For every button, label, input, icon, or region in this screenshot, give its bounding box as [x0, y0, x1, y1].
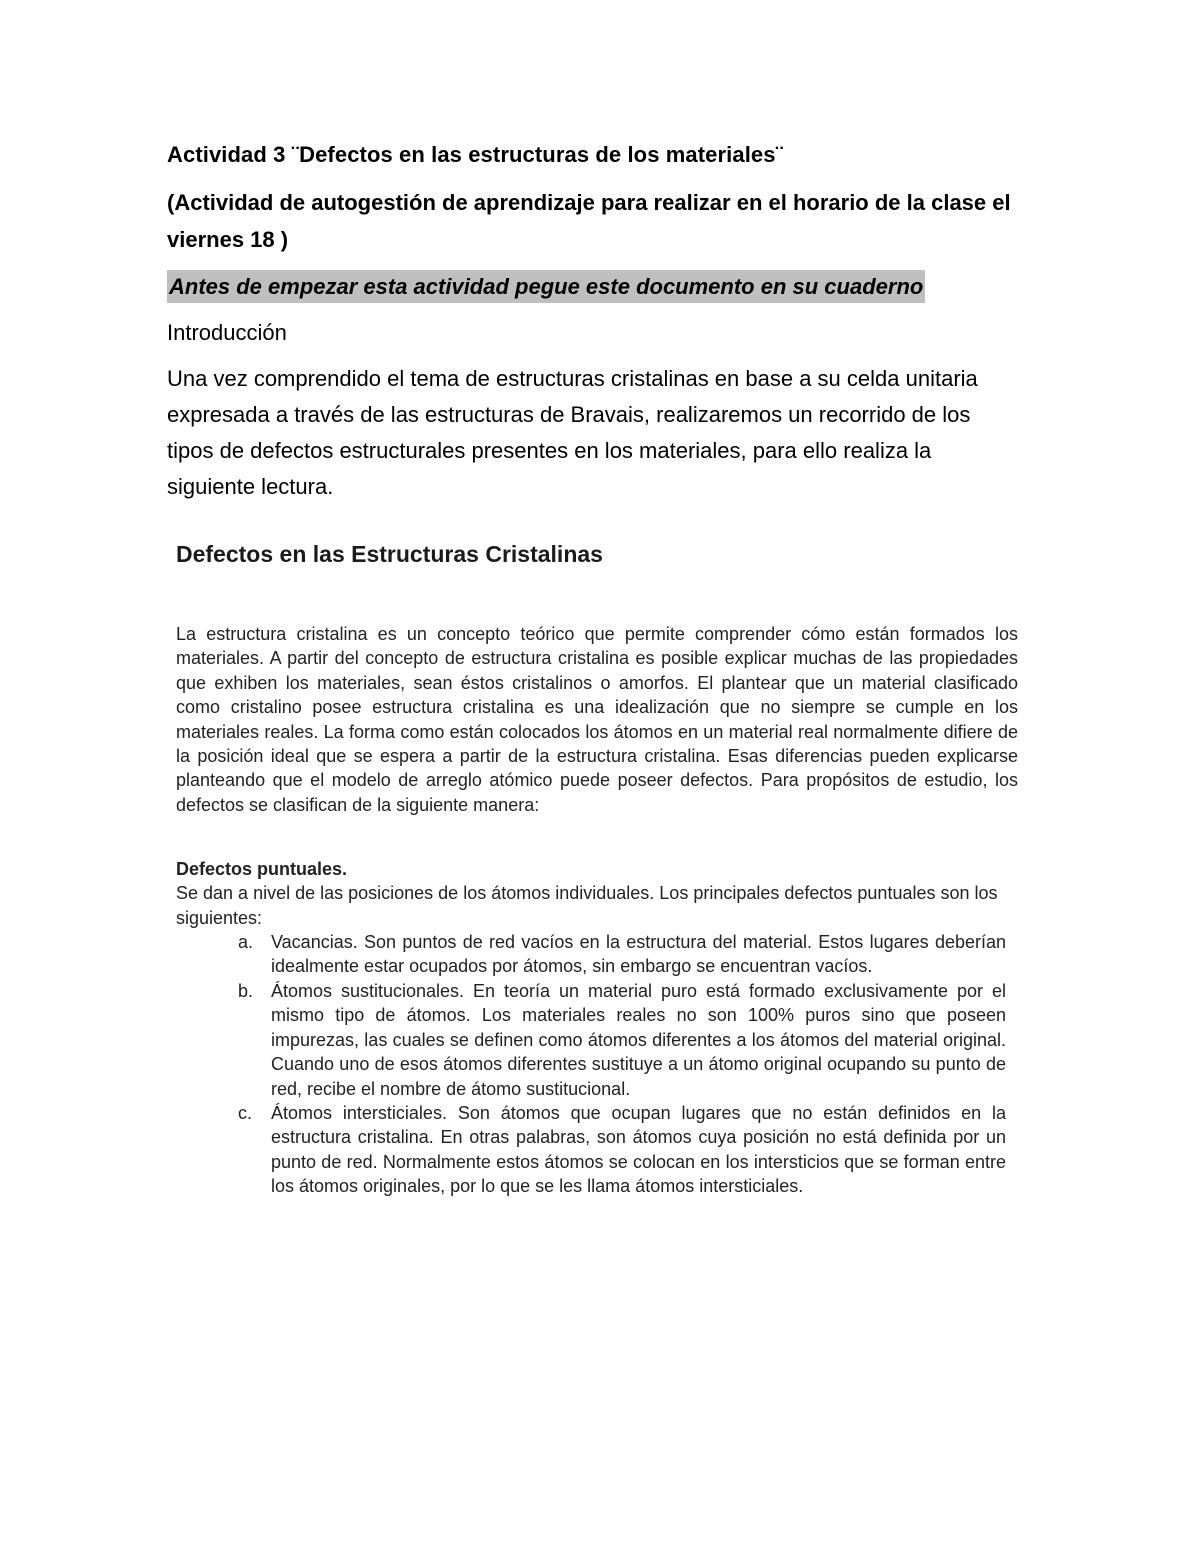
- list-item: [176, 1101, 1006, 1199]
- list-item-text: Átomos sustitucionales. En teoría un material puro está formado exclusivamente por el mismo tipo de átomos. Los materiales reales no son 100% puros sino que poseen impurezas, las cuales se definen como átomos diferentes a los átomos del material original. Cuando uno de esos átomos diferentes sustituye a un átomo original ocupando su punto de red, recibe el nombre de átomo sustitucional.: [271, 980, 1006, 1099]
- list-item-letter: c.: [238, 1102, 253, 1123]
- intro-paragraph: Una vez comprendido el tema de estructuras cristalinas en base a su celda unitaria expresada a través de las estructuras de Bravais, realizaremos un recorrido de los tipos de defectos estructurales presentes en los materiales, para ello realiza la siguiente lectura.: [167, 366, 978, 499]
- list-item-text: Vacancias. Son puntos de red vacíos en la estructura del material. Estos lugares deberían idealmente estar ocupados por átomos, sin embargo se encuentran vacíos.: [271, 932, 1006, 977]
- excerpt-lead: Se dan a nivel de las posiciones de los átomos individuales. Los principales defectos puntuales son los siguientes:: [176, 883, 998, 928]
- defect-list: [176, 930, 1020, 1198]
- excerpt-title: Defectos en las Estructuras Cristalinas: [176, 541, 603, 567]
- activity-title: Actividad 3 ¨Defectos en las estructuras de los materiales¨: [167, 142, 784, 167]
- list-item: [176, 979, 1006, 1101]
- list-item: [176, 930, 1006, 979]
- document-body: [167, 138, 1017, 505]
- scanned-excerpt: [176, 538, 1020, 1199]
- section-label-introduction: Introducción: [167, 320, 287, 345]
- list-item-letter: a.: [238, 932, 254, 953]
- highlighted-notice: Antes de empezar esta actividad pegue este documento en su cuaderno: [167, 270, 925, 303]
- excerpt-heading-point-defects: Defectos puntuales.: [176, 859, 348, 880]
- activity-subtitle: (Actividad de autogestión de aprendizaje para realizar en el horario de la clase el viernes 18 ): [167, 190, 1011, 252]
- list-item-text: Átomos intersticiales. Son átomos que ocupan lugares que no están definidos en la estructura cristalina. En otras palabras, son átomos cuya posición no está definida por un punto de red. Normalmente estos átomos se colocan en los intersticios que se forman entre los átomos originales, por lo que se les llama átomos intersticiales.: [271, 1102, 1006, 1197]
- list-item-letter: b.: [238, 980, 254, 1001]
- excerpt-paragraph: La estructura cristalina es un concepto teórico que permite comprender cómo están formados los materiales. A partir del concepto de estructura cristalina es posible explicar muchas de las propiedades que exhiben los materiales, sean éstos cristalinos o amorfos. El plantear que un material clasificado como cristalino posee estructura cristalina es una idealización que no siempre se cumple en los materiales reales. La forma como están colocados los átomos en un material real normalmente difiere de la posición ideal que se espera a partir de la estructura cristalina. Esas diferencias pueden explicarse planteando que el modelo de arreglo atómico puede poseer defectos. Para propósitos de estudio, los defectos se clasifican de la siguiente manera:: [176, 624, 1018, 815]
